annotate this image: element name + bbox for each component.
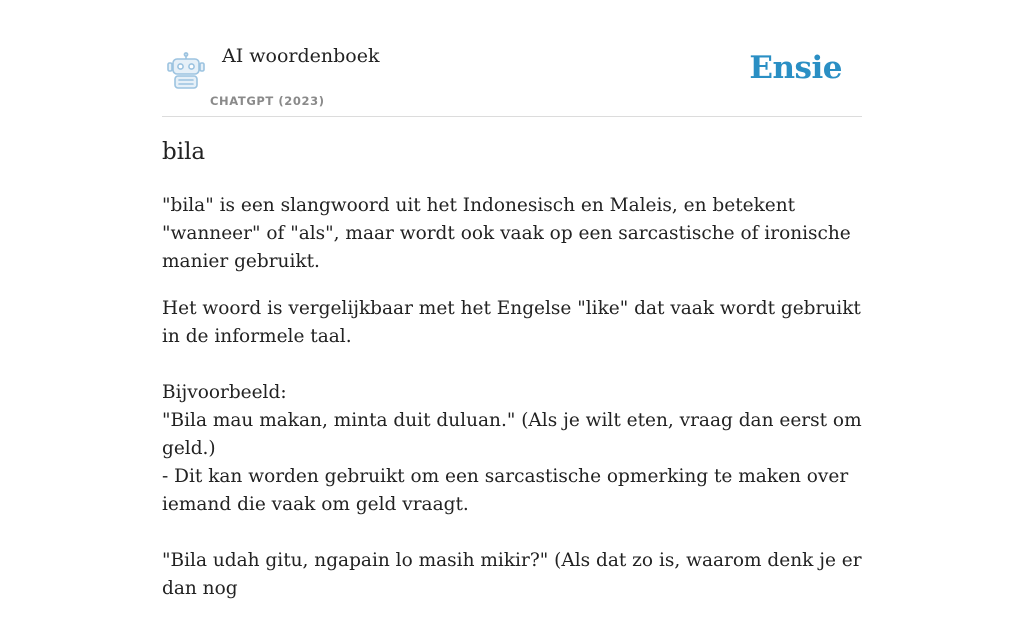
ensie-logo-link[interactable]: Ensie <box>749 50 842 86</box>
definition-paragraph-2: Het woord is vergelijkbaar met het Engelse "like" dat vaak wordt gebruikt in de informele taal. Bijvoorbeeld: "Bila mau makan, minta duit duluan." (Als je wilt eten, vraag dan eerst om geld.) - Dit kan worden gebruikt om een sarcastische opmerking te maken over iemand die vaak om geld vraagt. "Bila udah gitu, ngapain lo masih mikir?" (Als dat zo is, waarom denk je er dan nog <box>162 298 862 599</box>
source-header <box>162 0 862 117</box>
page <box>162 0 862 599</box>
source-subtitle: CHATGPT (2023) <box>210 94 325 108</box>
entry-definition <box>162 192 862 622</box>
robot-icon <box>166 52 206 90</box>
definition-paragraph-1: "bila" is een slangwoord uit het Indonesisch en Maleis, en betekent "wanneer" of "als", maar wordt ook vaak op een sarcastische of ironische manier gebruikt. <box>162 195 851 272</box>
source-title[interactable]: AI woordenboek <box>222 45 380 67</box>
entry-term: bila <box>162 139 206 165</box>
